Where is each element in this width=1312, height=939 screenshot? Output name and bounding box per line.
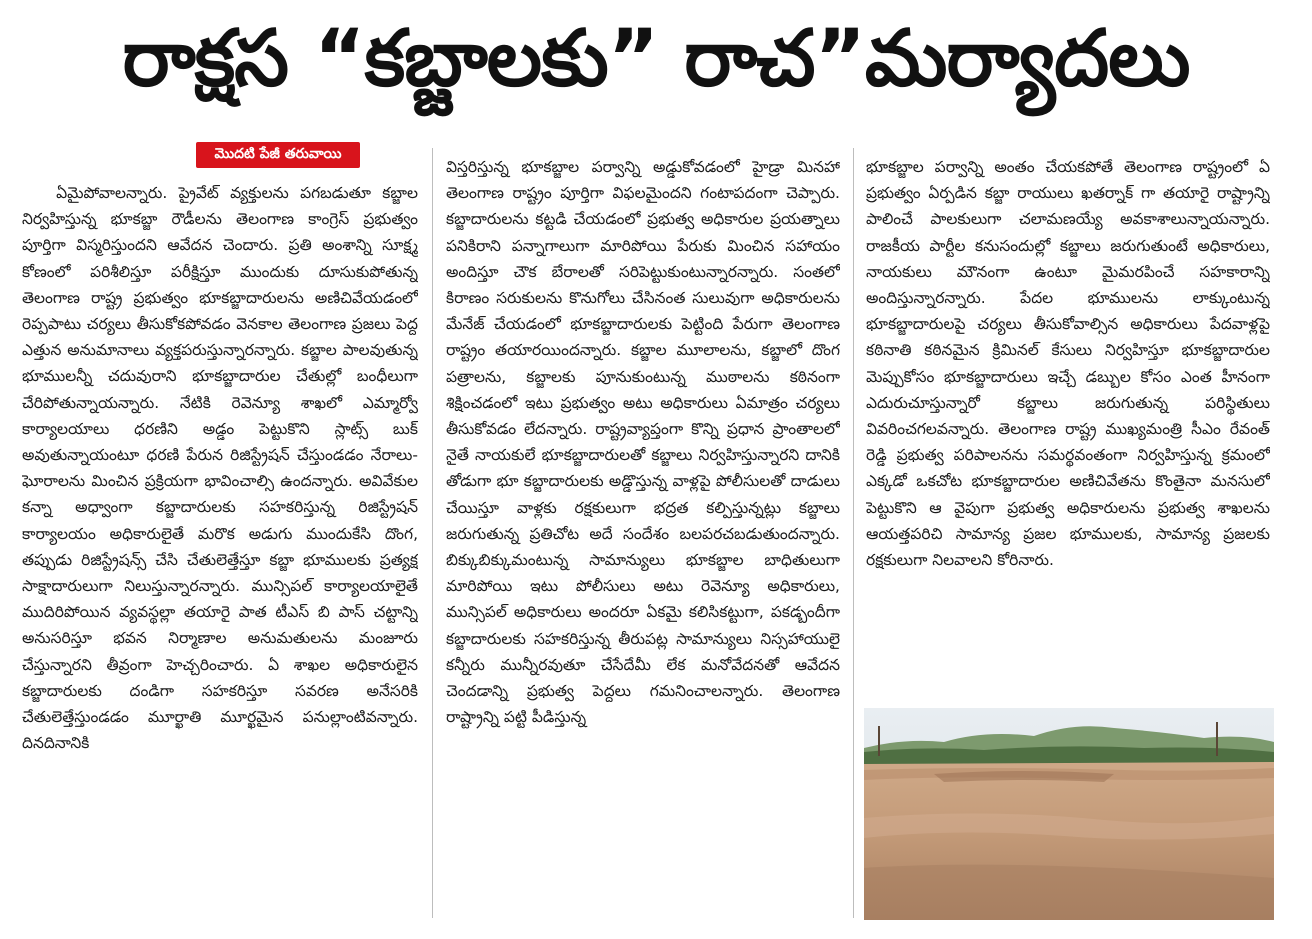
article-column-2 — [446, 154, 840, 918]
continuation-tag: మొదటి పేజీ తరువాయి — [196, 142, 360, 168]
column-divider — [432, 148, 433, 918]
column-2-text: విస్తరిస్తున్న భూకబ్జాల పర్వాన్ని అడ్డుకోవడంలో హైడ్రా మినహా తెలంగాణ రాష్ట్రం పూర్తిగా విఫలమైందని గంటాపదంగా చెప్పారు. కబ్జాదారులను కట్టడి చేయడంలో ప్రభుత్వ అధికారుల ప్రయత్నాలు పనికిరాని పన్నాగాలుగా మారిపోయి పేరుకు మించిన సహాయం అందిస్తూ చౌక బేరాలతో సరిపెట్టుకుంటున్నారన్నారు. సంతలో కిరాణం సరుకులను కొనుగోలు చేసినంత సులువుగా అధికారులను మేనేజ్ చేయడంలో భూకబ్జాదారులకు పెట్టింది పేరుగా తెలంగాణ రాష్ట్రం తయారయిందన్నారు. కబ్జాల మూలాలను, కబ్జాలో దొంగ పత్రాలను, కబ్జాలకు పూనుకుంటున్న ముఠాలను కఠినంగా శిక్షించడంలో ఇటు ప్రభుత్వం అటు అధికారులు ఏమాత్రం చర్యలు తీసుకోవడం లేదన్నారు. రాష్ట్రవ్యాప్తంగా కొన్ని ప్రధాన ప్రాంతాలలో నైతే నాయకులే భూకబ్జాదారులతో కబ్జాలు నిర్వహిస్తున్నారని దానికి తోడుగా భూ కబ్జాదారులకు అడ్డొస్తున్న వాళ్లపై పోలీసులతో దాడులు చేయిస్తూ వాళ్లకు రక్షకులుగా భద్రత కల్పిస్తున్నట్లు కబ్జాలు జరుగుతున్న ప్రతిచోట అదే సందేశం బలపరచబడుతుందన్నారు. బిక్కుబిక్కుమంటున్న సామాన్యులు భూకబ్జాల బాధితులుగా మారిపోయి ఇటు పోలీసులు అటు రెవెన్యూ అధికారులు, మున్సిపల్ అధికారులు అందరూ ఏకమై కలిసికట్టుగా, పకడ్బందీగా కబ్జాదారులకు సహకరిస్తున్న తీరుపట్ల సామాన్యులు నిస్సహాయులై కన్నీరు మున్నీరవుతూ చేసేదేమీ లేక మనోవేదనతో ఆవేదన చెందడాన్ని ప్రభుత్వ పెద్దలు గమనించాలన్నారు. తెలంగాణ రాష్ట్రాన్ని పట్టి పీడిస్తున్న — [446, 158, 840, 727]
article-column-1 — [22, 180, 418, 916]
utility-pole — [1216, 722, 1218, 756]
cleared-land-photo — [864, 708, 1274, 920]
article-headline: రాక్షస “కబ్జాలకు” రాచ”మర్యాదలు — [122, 14, 1190, 104]
column-divider — [853, 148, 854, 918]
utility-pole — [878, 726, 880, 756]
column-3-text: భూకబ్జాల పర్వాన్ని అంతం చేయకపోతే తెలంగాణ రాష్ట్రంలో ఏ ప్రభుత్వం ఏర్పడిన కబ్జా రాయులు ఖతర్నాక్ గా తయారై రాష్ట్రాన్ని పాలించే పాలకులుగా చలామణయ్యే అవకాశాలున్నాయన్నారు. రాజకీయ పార్టీల కనుసందుల్లో కబ్జాలు జరుగుతుంటే అధికారులు, నాయకులు మౌనంగా ఉంటూ మైమరపించే సహకారాన్ని అందిస్తున్నారన్నారు. పేదల భూములను లాక్కుంటున్న భూకబ్జాదారులపై చర్యలు తీసుకోవాల్సిన అధికారులు పేదవాళ్లపై కఠినాతి కఠినమైన క్రిమినల్ కేసులు నిర్వహిస్తూ భూకబ్జాదారుల మెప్పుకోసం భూకబ్జాదారులు ఇచ్చే డబ్బుల కోసం ఎంత హీనంగా ఎదురుచూస్తున్నారో కబ్జాలు జరుగుతున్న పరిస్థితులు వివరించగలవన్నారు. తెలంగాణ రాష్ట్ర ముఖ్యమంత్రి సీఎం రేవంత్ రెడ్డి ప్రభుత్వ పరిపాలనను సమర్థవంతంగా నిర్వహిస్తున్న క్రమంలో ఎక్కడో ఒకచోట భూకబ్జాదారుల అణిచివేతను కొంతైనా మనసులో పెట్టుకొని ఆ వైపుగా ప్రభుత్వ అధికారులను ప్రభుత్వ శాఖలను ఆయత్తపరిచి సామాన్య ప్రజల భూములకు, సామాన్య ప్రజలకు రక్షకులుగా నిలవాలని కోరినారు. — [866, 158, 1270, 570]
article-column-3 — [866, 154, 1270, 694]
column-1-text: ఏమైపోవాలన్నారు. ప్రైవేట్ వ్యక్తులను పగబడుతూ కబ్జాల నిర్వహిస్తున్న భూకబ్జా రౌడీలను తెలంగాణ కాంగ్రెస్ ప్రభుత్వం పూర్తిగా విస్మరిస్తుందని ఆవేదన చెందారు. ప్రతి అంశాన్ని సూక్ష్మ కోణంలో పరిశీలిస్తూ పరీక్షిస్తూ ముందుకు దూసుకుపోతున్న తెలంగాణ రాష్ట్ర ప్రభుత్వం భూకబ్జాదారులను అణిచివేయడంలో రెప్పపాటు చర్యలు తీసుకోకపోవడం వెనకాల తెలంగాణ ప్రజలు పెద్ద ఎత్తున అనుమానాలు వ్యక్తపరుస్తున్నారన్నారు. కబ్జాల పాలవుతున్న భూములన్నీ చదువురాని భూకబ్జాదారుల చేతుల్లో బంధీలుగా చేరిపోతున్నాయన్నారు. నేటికి రెవెన్యూ శాఖలో ఎమ్మార్వో కార్యాలయాలు ధరణిని అడ్డం పెట్టుకొని స్లాట్స్ బుక్ అవుతున్నాయంటూ ధరణి పేరున రిజిస్ట్రేషన్ చేస్తుండడం నేరాలు-ఘోరాలను మించిన ప్రక్రియగా భావించాల్సి ఉందన్నారు. అవివేకుల కన్నా అధ్వాంగా కబ్జాదారులకు సహకరిస్తున్న రిజిస్ట్రేషన్ కార్యాలయం అధికారులైతే మరొక అడుగు ముందుకేసి దొంగ, తప్పుడు రిజిస్ట్రేషన్స్ చేసి చేతులెత్తేస్తూ కబ్జా భూములకు ప్రత్యక్ష సాక్షాదారులుగా నిలుస్తున్నారన్నారు. మున్సిపల్ కార్యాలయాలైతే ముదిరిపోయిన వ్యవస్థల్లా తయారై పాత టీఎస్ బి పాస్ చట్టాన్ని అనుసరిస్తూ భవన నిర్మాణాల అనుమతులను మంజూరు చేస్తున్నారని తీవ్రంగా హెచ్చరించారు. ఏ శాఖల అధికారులైన కబ్జాదారులకు దండిగా సహకరిస్తూ సవరణ అనేసరికి చేతులెత్తేస్తుండడం మూర్ఖాతి మూర్ఖమైన పనుల్లాంటివన్నారు. దినదినానికి — [22, 184, 418, 753]
cleared-land-image — [864, 708, 1274, 920]
